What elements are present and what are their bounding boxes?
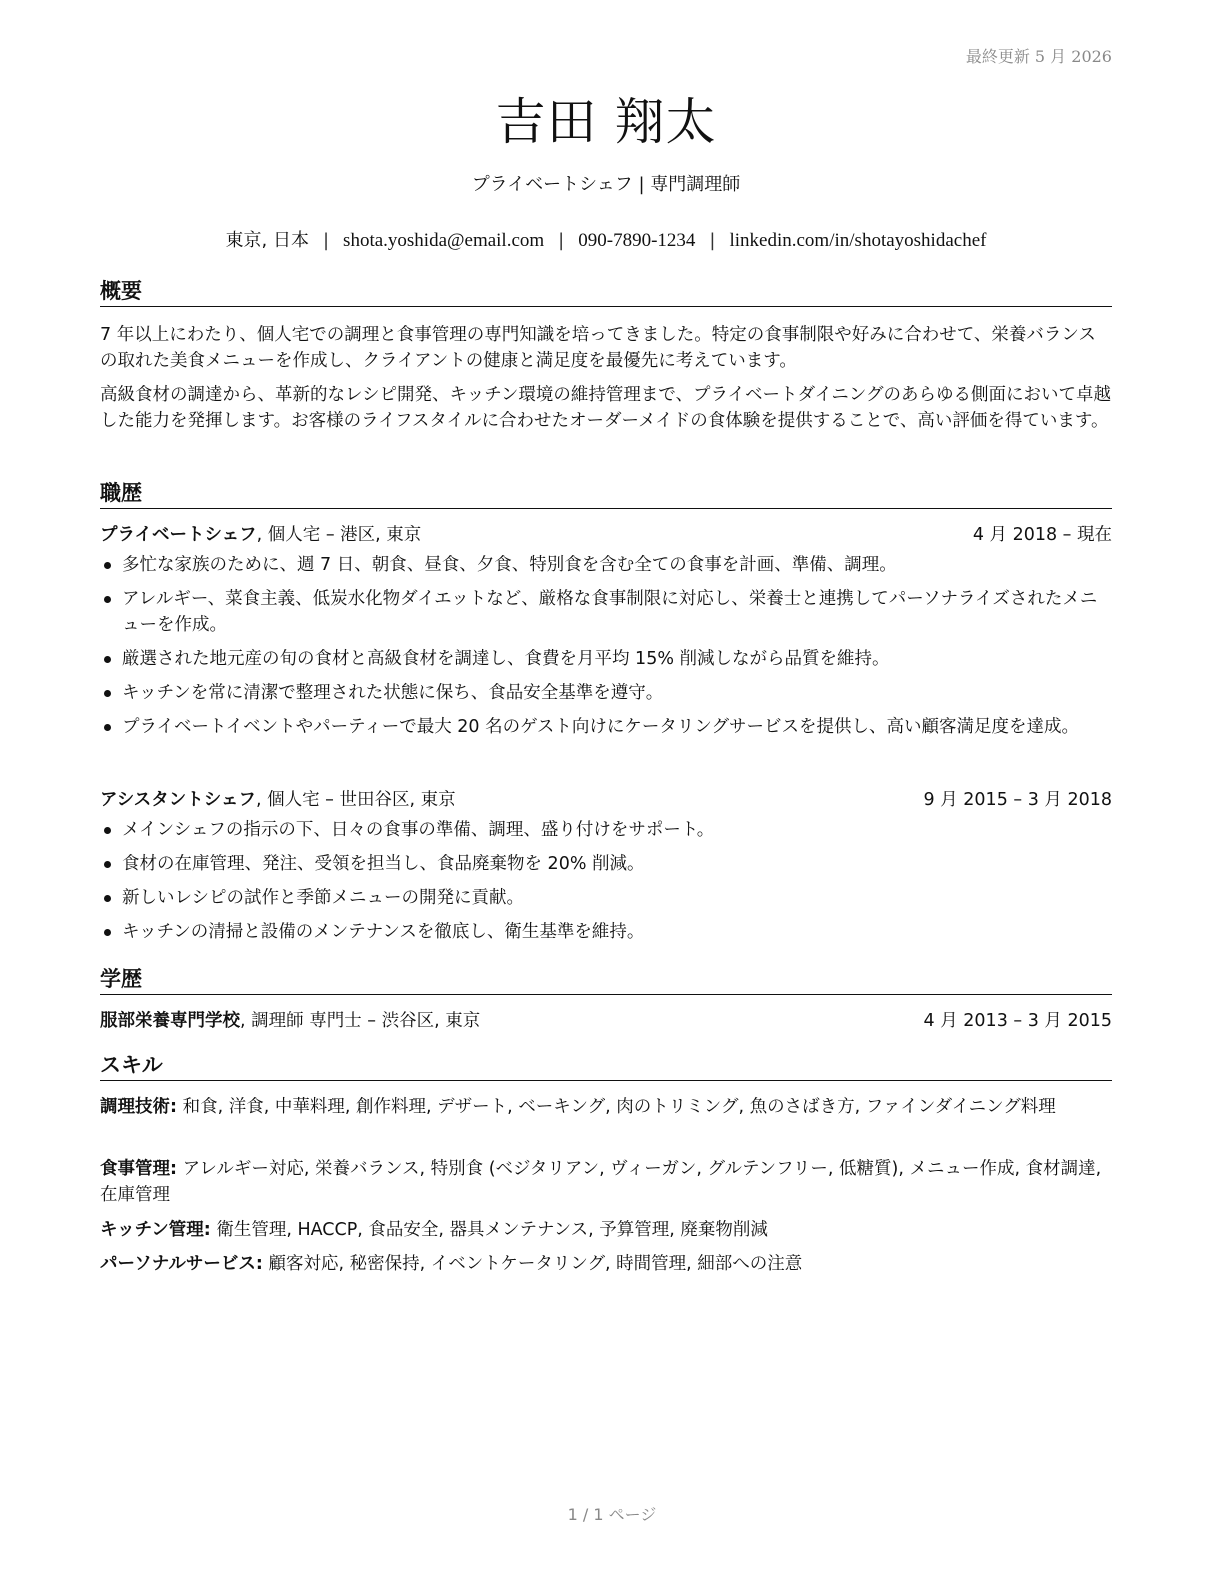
skill-row (100, 1251, 1112, 1277)
list-item: キッチンの清掃と設備のメンテナンスを徹底し、衛生基準を維持。 (100, 919, 1112, 945)
skill-row (100, 1094, 1112, 1120)
section-title-education: 学歴 (100, 966, 1112, 995)
skill-label: パーソナルサービス: (100, 1254, 263, 1274)
section-title-experience: 職歴 (100, 480, 1112, 509)
skill-text: 和食, 洋食, 中華料理, 創作料理, デザート, ベーキング, 肉のトリミング, 魚のさばき方, ファインダイニング料理 (177, 1097, 1056, 1117)
summary-paragraph: 7 年以上にわたり、個人宅での調理と食事管理の専門知識を培ってきました。特定の食事制限や好みに合わせて、栄養バランスの取れた美食メニューを作成し、クライアントの健康と満足度を最優先に考えています。 (100, 325, 1096, 371)
school-detail: , 調理師 専門士 – 渋谷区, 東京 (240, 1011, 481, 1031)
skill-text: 衛生管理, HACCP, 食品安全, 器具メンテナンス, 予算管理, 廃棄物削減 (210, 1220, 768, 1240)
list-item: アレルギー、菜食主義、低炭水化物ダイエットなど、厳格な食事制限に対応し、栄養士と連携してパーソナライズされたメニューを作成。 (100, 586, 1112, 638)
list-item: キッチンを常に清潔で整理された状態に保ち、食品安全基準を遵守。 (100, 680, 1112, 706)
list-item: 多忙な家族のために、週 7 日、朝食、昼食、夕食、特別食を含む全ての食事を計画、準備、調理。 (100, 552, 1112, 578)
section-title-skills: スキル (100, 1052, 1112, 1081)
list-item: 食材の在庫管理、発注、受領を担当し、食品廃棄物を 20% 削減。 (100, 851, 1112, 877)
job-dates: 9 月 2015 – 3 月 2018 (923, 790, 1112, 810)
candidate-name: 吉田 翔太 (495, 93, 717, 151)
job-org: , 個人宅 – 港区, 東京 (256, 525, 422, 545)
skill-label: キッチン管理: (100, 1220, 211, 1240)
job-dates: 4 月 2018 – 現在 (972, 525, 1112, 545)
skill-label: 調理技術: (100, 1097, 177, 1117)
contact-phone: 090-7890-1234 (578, 230, 696, 251)
contact-location: 東京, 日本 (225, 230, 309, 251)
education-entry (100, 1008, 1112, 1034)
job-header (100, 787, 1112, 813)
contact-separator: | (558, 230, 565, 251)
job-role: プライベートシェフ (100, 525, 257, 545)
job-role: アシスタントシェフ (100, 790, 256, 810)
contact-separator: | (709, 230, 716, 251)
contact-email[interactable]: shota.yoshida@email.com (343, 230, 545, 251)
job-org: , 個人宅 – 世田谷区, 東京 (255, 790, 456, 810)
list-item: 厳選された地元産の旬の食材と高級食材を調達し、食費を月平均 15% 削減しながら品質を維持。 (100, 646, 1112, 672)
skill-label: 食事管理: (100, 1159, 177, 1179)
section-title-summary: 概要 (100, 278, 1112, 307)
job-header (100, 522, 1112, 548)
skill-text: アレルギー対応, 栄養バランス, 特別食 (ベジタリアン, ヴィーガン, グルテンフリー, 低糖質), メニュー作成, 食材調達, 在庫管理 (100, 1159, 1102, 1205)
skill-text: 顧客対応, 秘密保持, イベントケータリング, 時間管理, 細部への注意 (262, 1254, 803, 1274)
tagline: プライベートシェフ | 専門調理師 (471, 174, 741, 195)
last-updated: 最終更新 5 月 2026 (965, 47, 1112, 66)
list-item: 新しいレシピの試作と季節メニューの開発に貢献。 (100, 885, 1112, 911)
education-dates: 4 月 2013 – 3 月 2015 (923, 1011, 1112, 1031)
skill-row (100, 1217, 1112, 1243)
list-item: プライベートイベントやパーティーで最大 20 名のゲスト向けにケータリングサービスを提供し、高い顧客満足度を達成。 (100, 714, 1112, 740)
skill-row (100, 1156, 1112, 1208)
contact-separator: | (322, 230, 330, 251)
job-bullets (100, 552, 1112, 748)
page-number: 1 / 1 ページ (567, 1505, 657, 1524)
summary-paragraph: 高級食材の調達から、革新的なレシピ開発、キッチン環境の維持管理まで、プライベートダイニングのあらゆる側面において卓越した能力を発揮します。お客様のライフスタイルに合わせたオーダーメイドの食体験を提供することで、高い評価を得ています。 (100, 385, 1112, 431)
list-item: メインシェフの指示の下、日々の食事の準備、調理、盛り付けをサポート。 (100, 817, 1112, 843)
job-bullets (100, 817, 1112, 953)
school-name: 服部栄養専門学校 (100, 1011, 240, 1031)
contact-linkedin[interactable]: linkedin.com/in/shotayoshidachef (729, 230, 987, 251)
contact-line (100, 226, 1112, 252)
